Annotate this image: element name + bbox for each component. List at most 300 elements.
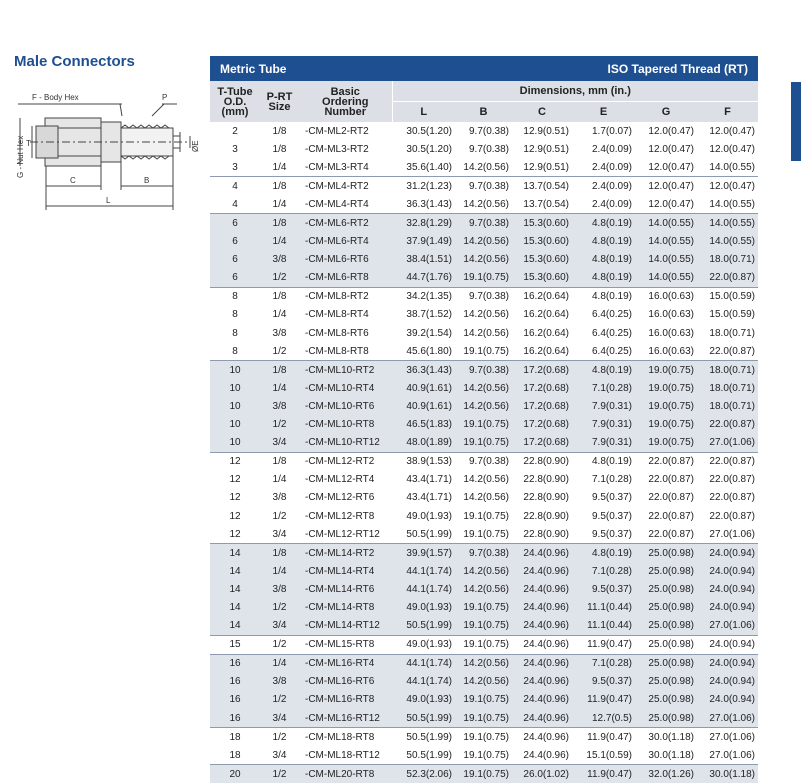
cell-f: 18.0(0.71) bbox=[697, 379, 758, 397]
cell-f: 24.0(0.94) bbox=[697, 691, 758, 709]
cell-ordering-number: -CM-ML20-RT8 bbox=[299, 765, 392, 783]
cell-e: 15.1(0.59) bbox=[586, 749, 633, 761]
cell-tube-od: 14 bbox=[210, 598, 260, 616]
cell-b: 9.7(0.38) bbox=[468, 143, 510, 155]
cell-ordering-number: -CM-ML12-RT12 bbox=[305, 528, 380, 540]
cell-f: 18.0(0.71) bbox=[697, 397, 758, 415]
cell-f: 24.0(0.94) bbox=[697, 598, 758, 616]
cell-tube-od: 10 bbox=[210, 397, 260, 415]
cell-ordering-number: -CM-ML8-RT8 bbox=[305, 345, 369, 357]
cell-l: 44.1(1.74) bbox=[392, 562, 455, 580]
table-row bbox=[210, 434, 758, 453]
cell-e: 6.4(0.25) bbox=[591, 327, 633, 339]
cell-l: 44.1(1.74) bbox=[392, 654, 455, 673]
cell-tube-od: 8 bbox=[232, 309, 238, 321]
cell-g: 19.0(0.75) bbox=[635, 397, 697, 415]
cell-g: 14.0(0.55) bbox=[635, 233, 697, 251]
table-row bbox=[210, 562, 758, 580]
cell-g: 22.0(0.87) bbox=[635, 452, 697, 471]
cell-prt-size: 3/8 bbox=[260, 397, 299, 415]
table-row bbox=[210, 728, 758, 747]
table-row bbox=[210, 598, 758, 616]
table-row bbox=[210, 140, 758, 158]
cell-f: 24.0(0.94) bbox=[697, 673, 758, 691]
cell-l: 44.1(1.74) bbox=[392, 580, 455, 598]
label-t: T bbox=[26, 139, 31, 148]
cell-c: 24.4(0.96) bbox=[512, 617, 572, 636]
cell-g: 30.0(1.18) bbox=[635, 728, 697, 747]
cell-tube-od: 12 bbox=[229, 510, 241, 522]
table-row bbox=[210, 507, 758, 525]
table-row bbox=[210, 673, 758, 691]
cell-l: 35.6(1.40) bbox=[406, 161, 453, 173]
cell-l: 44.7(1.76) bbox=[392, 269, 455, 288]
cell-e: 11.9(0.47) bbox=[572, 635, 635, 654]
cell-prt-size: 3/8 bbox=[260, 251, 299, 269]
cell-c: 22.8(0.90) bbox=[523, 510, 570, 522]
table-row bbox=[210, 195, 758, 214]
cell-l: 52.3(2.06) bbox=[392, 765, 455, 783]
cell-e: 7.1(0.28) bbox=[572, 654, 635, 673]
cell-b: 19.1(0.75) bbox=[463, 749, 510, 761]
cell-b: 14.2(0.56) bbox=[463, 198, 510, 210]
cell-tube-od: 14 bbox=[210, 544, 260, 563]
cell-tube-od: 2 bbox=[232, 125, 238, 137]
cell-b: 19.1(0.75) bbox=[455, 635, 512, 654]
cell-b: 9.7(0.38) bbox=[455, 544, 512, 563]
cell-g: 22.0(0.87) bbox=[648, 528, 695, 540]
cell-g: 25.0(0.98) bbox=[635, 654, 697, 673]
label-e: ØE bbox=[191, 140, 200, 152]
table-row bbox=[210, 617, 758, 636]
table-row bbox=[210, 452, 758, 471]
cell-l: 48.0(1.89) bbox=[392, 434, 455, 453]
cell-tube-od: 14 bbox=[210, 580, 260, 598]
cell-prt-size: 3/4 bbox=[260, 617, 299, 636]
table-row bbox=[210, 525, 758, 544]
cell-ordering-number: -CM-ML8-RT6 bbox=[305, 327, 369, 339]
cell-e: 4.8(0.19) bbox=[572, 452, 635, 471]
cell-prt-size: 1/4 bbox=[260, 562, 299, 580]
cell-e: 4.8(0.19) bbox=[572, 214, 635, 233]
cell-c: 15.3(0.60) bbox=[512, 269, 572, 288]
cell-l: 50.5(1.99) bbox=[406, 528, 453, 540]
cell-g: 12.0(0.47) bbox=[648, 198, 695, 210]
table-row bbox=[210, 177, 758, 196]
header-b: B bbox=[455, 102, 512, 123]
cell-e: 7.1(0.28) bbox=[572, 379, 635, 397]
cell-f: 22.0(0.87) bbox=[709, 474, 756, 486]
table-row bbox=[210, 709, 758, 728]
cell-ordering-number: -CM-ML10-RT2 bbox=[299, 361, 392, 380]
cell-b: 19.1(0.75) bbox=[463, 345, 510, 357]
cell-b: 14.2(0.56) bbox=[455, 580, 512, 598]
cell-f: 27.0(1.06) bbox=[697, 709, 758, 728]
table-row bbox=[210, 342, 758, 361]
cell-l: 40.9(1.61) bbox=[392, 397, 455, 415]
cell-prt-size: 3/4 bbox=[260, 434, 299, 453]
cell-c: 24.4(0.96) bbox=[512, 580, 572, 598]
cell-l: 36.3(1.43) bbox=[392, 361, 455, 380]
label-b: B bbox=[144, 176, 150, 185]
cell-tube-od: 4 bbox=[232, 198, 238, 210]
table-row bbox=[210, 654, 758, 673]
cell-b: 19.1(0.75) bbox=[455, 709, 512, 728]
section-tab bbox=[791, 82, 801, 161]
cell-tube-od: 16 bbox=[210, 654, 260, 673]
cell-e: 11.9(0.47) bbox=[572, 765, 635, 783]
cell-f: 24.0(0.94) bbox=[697, 562, 758, 580]
cell-e: 4.8(0.19) bbox=[572, 251, 635, 269]
cell-c: 24.4(0.96) bbox=[512, 544, 572, 563]
cell-c: 16.2(0.64) bbox=[523, 345, 570, 357]
cell-c: 24.4(0.96) bbox=[512, 673, 572, 691]
cell-f: 27.0(1.06) bbox=[697, 728, 758, 747]
cell-f: 22.0(0.87) bbox=[697, 269, 758, 288]
cell-prt-size: 1/2 bbox=[260, 269, 299, 288]
cell-l: 49.0(1.93) bbox=[392, 598, 455, 616]
cell-prt-size: 3/8 bbox=[260, 580, 299, 598]
cell-e: 7.9(0.31) bbox=[572, 416, 635, 434]
cell-l: 50.5(1.99) bbox=[392, 617, 455, 636]
cell-e: 6.4(0.25) bbox=[591, 345, 633, 357]
cell-ordering-number: -CM-ML18-RT12 bbox=[305, 749, 380, 761]
cell-g: 25.0(0.98) bbox=[635, 673, 697, 691]
cell-prt-size: 1/8 bbox=[260, 177, 299, 196]
cell-ordering-number: -CM-ML15-RT8 bbox=[299, 635, 392, 654]
table-row bbox=[210, 287, 758, 306]
cell-f: 14.0(0.55) bbox=[697, 233, 758, 251]
table-row bbox=[210, 269, 758, 288]
table-row bbox=[210, 214, 758, 233]
cell-tube-od: 16 bbox=[210, 709, 260, 728]
cell-ordering-number: -CM-ML10-RT6 bbox=[299, 397, 392, 415]
table-row bbox=[210, 471, 758, 489]
cell-ordering-number: -CM-ML4-RT2 bbox=[299, 177, 392, 196]
cell-c: 12.9(0.51) bbox=[523, 125, 570, 137]
cell-c: 13.7(0.54) bbox=[523, 198, 570, 210]
header-g: G bbox=[635, 102, 697, 123]
cell-ordering-number: -CM-ML6-RT6 bbox=[299, 251, 392, 269]
header-dimensions: Dimensions, mm (in.) bbox=[392, 81, 758, 102]
cell-e: 7.1(0.28) bbox=[572, 562, 635, 580]
cell-c: 17.2(0.68) bbox=[512, 379, 572, 397]
cell-tube-od: 15 bbox=[210, 635, 260, 654]
cell-prt-size: 3/8 bbox=[272, 492, 287, 504]
cell-e: 2.4(0.09) bbox=[572, 177, 635, 196]
cell-c: 24.4(0.96) bbox=[512, 691, 572, 709]
cell-f: 12.0(0.47) bbox=[697, 177, 758, 196]
table-row bbox=[210, 122, 758, 140]
cell-b: 14.2(0.56) bbox=[463, 327, 510, 339]
cell-e: 2.4(0.09) bbox=[591, 143, 633, 155]
cell-tube-od: 14 bbox=[210, 562, 260, 580]
cell-prt-size: 1/2 bbox=[260, 765, 299, 783]
cell-ordering-number: -CM-ML16-RT12 bbox=[299, 709, 392, 728]
cell-b: 14.2(0.56) bbox=[455, 397, 512, 415]
cell-g: 22.0(0.87) bbox=[648, 474, 695, 486]
cell-c: 17.2(0.68) bbox=[512, 416, 572, 434]
cell-b: 19.1(0.75) bbox=[463, 510, 510, 522]
cell-l: 50.5(1.99) bbox=[392, 709, 455, 728]
cell-ordering-number: -CM-ML3-RT2 bbox=[305, 143, 369, 155]
header-ordering-number: Basic Ordering Number bbox=[299, 81, 392, 122]
cell-tube-od: 3 bbox=[232, 143, 238, 155]
table-row bbox=[210, 158, 758, 177]
cell-l: 38.4(1.51) bbox=[392, 251, 455, 269]
table-row bbox=[210, 324, 758, 342]
cell-f: 18.0(0.71) bbox=[709, 327, 756, 339]
cell-f: 18.0(0.71) bbox=[697, 361, 758, 380]
table-row bbox=[210, 691, 758, 709]
cell-b: 14.2(0.56) bbox=[455, 654, 512, 673]
cell-e: 11.9(0.47) bbox=[572, 728, 635, 747]
cell-g: 16.0(0.63) bbox=[635, 287, 697, 306]
cell-tube-od: 10 bbox=[210, 361, 260, 380]
cell-g: 14.0(0.55) bbox=[635, 251, 697, 269]
cell-l: 49.0(1.93) bbox=[392, 691, 455, 709]
cell-l: 46.5(1.83) bbox=[392, 416, 455, 434]
cell-b: 14.2(0.56) bbox=[455, 673, 512, 691]
cell-b: 14.2(0.56) bbox=[463, 161, 510, 173]
cell-ordering-number: -CM-ML12-RT6 bbox=[305, 492, 375, 504]
cell-c: 24.4(0.96) bbox=[512, 728, 572, 747]
cell-ordering-number: -CM-ML2-RT2 bbox=[305, 125, 369, 137]
cell-b: 19.1(0.75) bbox=[455, 434, 512, 453]
cell-ordering-number: -CM-ML6-RT8 bbox=[299, 269, 392, 288]
cell-f: 22.0(0.87) bbox=[709, 345, 756, 357]
cell-prt-size: 1/2 bbox=[272, 345, 287, 357]
cell-g: 30.0(1.18) bbox=[648, 749, 695, 761]
cell-f: 12.0(0.47) bbox=[709, 125, 756, 137]
cell-e: 4.8(0.19) bbox=[572, 544, 635, 563]
cell-b: 19.1(0.75) bbox=[455, 765, 512, 783]
cell-e: 9.5(0.37) bbox=[572, 673, 635, 691]
cell-prt-size: 1/8 bbox=[260, 287, 299, 306]
cell-prt-size: 1/8 bbox=[272, 125, 287, 137]
cell-e: 6.4(0.25) bbox=[591, 309, 633, 321]
cell-l: 39.9(1.57) bbox=[392, 544, 455, 563]
cell-e: 9.5(0.37) bbox=[591, 510, 633, 522]
cell-f: 22.0(0.87) bbox=[709, 510, 756, 522]
cell-b: 14.2(0.56) bbox=[455, 562, 512, 580]
cell-tube-od: 8 bbox=[232, 345, 238, 357]
cell-g: 19.0(0.75) bbox=[635, 379, 697, 397]
cell-ordering-number: -CM-ML10-RT12 bbox=[299, 434, 392, 453]
page-title: Male Connectors bbox=[14, 53, 135, 70]
cell-b: 14.2(0.56) bbox=[463, 309, 510, 321]
cell-tube-od: 6 bbox=[210, 251, 260, 269]
cell-tube-od: 6 bbox=[210, 214, 260, 233]
cell-f: 27.0(1.06) bbox=[709, 528, 756, 540]
cell-c: 22.8(0.90) bbox=[523, 528, 570, 540]
cell-g: 12.0(0.47) bbox=[648, 143, 695, 155]
table-row bbox=[210, 397, 758, 415]
cell-ordering-number: -CM-ML10-RT8 bbox=[299, 416, 392, 434]
cell-g: 25.0(0.98) bbox=[635, 617, 697, 636]
header-c: C bbox=[512, 102, 572, 123]
cell-tube-od: 10 bbox=[210, 416, 260, 434]
cell-e: 4.8(0.19) bbox=[572, 269, 635, 288]
cell-c: 24.4(0.96) bbox=[512, 562, 572, 580]
cell-prt-size: 1/8 bbox=[272, 143, 287, 155]
table-row bbox=[210, 251, 758, 269]
cell-g: 14.0(0.55) bbox=[635, 214, 697, 233]
cell-tube-od: 12 bbox=[210, 452, 260, 471]
cell-c: 22.8(0.90) bbox=[523, 492, 570, 504]
cell-l: 31.2(1.23) bbox=[392, 177, 455, 196]
dimensions-table bbox=[210, 56, 758, 783]
cell-g: 22.0(0.87) bbox=[648, 510, 695, 522]
cell-c: 24.4(0.96) bbox=[512, 598, 572, 616]
cell-l: 37.9(1.49) bbox=[392, 233, 455, 251]
cell-prt-size: 1/4 bbox=[272, 474, 287, 486]
cell-c: 24.4(0.96) bbox=[512, 654, 572, 673]
cell-c: 24.4(0.96) bbox=[512, 709, 572, 728]
cell-b: 9.7(0.38) bbox=[455, 177, 512, 196]
cell-e: 7.1(0.28) bbox=[591, 474, 633, 486]
cell-e: 11.1(0.44) bbox=[572, 598, 635, 616]
cell-l: 38.9(1.53) bbox=[392, 452, 455, 471]
cell-ordering-number: -CM-ML18-RT8 bbox=[299, 728, 392, 747]
cell-c: 12.9(0.51) bbox=[523, 143, 570, 155]
cell-f: 14.0(0.55) bbox=[709, 198, 756, 210]
cell-c: 16.2(0.64) bbox=[523, 309, 570, 321]
cell-g: 25.0(0.98) bbox=[635, 544, 697, 563]
cell-c: 22.8(0.90) bbox=[512, 452, 572, 471]
table-row bbox=[210, 233, 758, 251]
cell-f: 18.0(0.71) bbox=[697, 251, 758, 269]
cell-c: 24.4(0.96) bbox=[512, 635, 572, 654]
cell-g: 14.0(0.55) bbox=[635, 269, 697, 288]
cell-e: 2.4(0.09) bbox=[591, 161, 633, 173]
cell-g: 16.0(0.63) bbox=[648, 345, 695, 357]
cell-ordering-number: -CM-ML14-RT6 bbox=[299, 580, 392, 598]
table-row bbox=[210, 544, 758, 563]
cell-prt-size: 3/4 bbox=[272, 528, 287, 540]
cell-g: 16.0(0.63) bbox=[648, 309, 695, 321]
cell-e: 4.8(0.19) bbox=[572, 287, 635, 306]
cell-l: 45.6(1.80) bbox=[406, 345, 453, 357]
cell-prt-size: 1/4 bbox=[272, 309, 287, 321]
cell-tube-od: 18 bbox=[229, 749, 241, 761]
cell-f: 24.0(0.94) bbox=[697, 654, 758, 673]
cell-b: 19.1(0.75) bbox=[455, 598, 512, 616]
cell-e: 1.7(0.07) bbox=[591, 125, 633, 137]
cell-tube-od: 12 bbox=[229, 474, 241, 486]
cell-f: 24.0(0.94) bbox=[697, 580, 758, 598]
cell-prt-size: 3/8 bbox=[260, 673, 299, 691]
cell-g: 19.0(0.75) bbox=[635, 434, 697, 453]
cell-f: 12.0(0.47) bbox=[709, 143, 756, 155]
cell-prt-size: 1/2 bbox=[260, 416, 299, 434]
cell-b: 9.7(0.38) bbox=[455, 361, 512, 380]
cell-c: 17.2(0.68) bbox=[512, 397, 572, 415]
cell-tube-od: 16 bbox=[210, 691, 260, 709]
cell-b: 19.1(0.75) bbox=[455, 728, 512, 747]
table-row bbox=[210, 416, 758, 434]
cell-prt-size: 1/8 bbox=[260, 452, 299, 471]
table-row bbox=[210, 361, 758, 380]
cell-g: 25.0(0.98) bbox=[635, 635, 697, 654]
cell-ordering-number: -CM-ML12-RT8 bbox=[305, 510, 375, 522]
cell-prt-size: 1/2 bbox=[272, 510, 287, 522]
cell-c: 15.3(0.60) bbox=[512, 233, 572, 251]
cell-prt-size: 1/4 bbox=[272, 161, 287, 173]
cell-ordering-number: -CM-ML14-RT2 bbox=[299, 544, 392, 563]
cell-l: 34.2(1.35) bbox=[392, 287, 455, 306]
cell-b: 9.7(0.38) bbox=[468, 125, 510, 137]
table-row bbox=[210, 765, 758, 783]
cell-g: 25.0(0.98) bbox=[635, 580, 697, 598]
cell-e: 9.5(0.37) bbox=[572, 580, 635, 598]
cell-b: 19.1(0.75) bbox=[463, 528, 510, 540]
cell-tube-od: 6 bbox=[210, 233, 260, 251]
cell-ordering-number: -CM-ML12-RT2 bbox=[299, 452, 392, 471]
cell-l: 43.4(1.71) bbox=[406, 492, 453, 504]
cell-f: 22.0(0.87) bbox=[709, 492, 756, 504]
cell-ordering-number: -CM-ML14-RT4 bbox=[299, 562, 392, 580]
table-row bbox=[210, 489, 758, 507]
cell-c: 15.3(0.60) bbox=[512, 251, 572, 269]
cell-c: 13.7(0.54) bbox=[512, 177, 572, 196]
cell-g: 19.0(0.75) bbox=[635, 416, 697, 434]
cell-b: 19.1(0.75) bbox=[455, 269, 512, 288]
cell-l: 39.2(1.54) bbox=[406, 327, 453, 339]
cell-e: 12.7(0.5) bbox=[572, 709, 635, 728]
cell-e: 9.5(0.37) bbox=[591, 528, 633, 540]
cell-tube-od: 10 bbox=[210, 379, 260, 397]
cell-tube-od: 12 bbox=[229, 492, 241, 504]
cell-c: 24.4(0.96) bbox=[523, 749, 570, 761]
cell-b: 19.1(0.75) bbox=[455, 416, 512, 434]
cell-e: 7.9(0.31) bbox=[572, 397, 635, 415]
cell-g: 25.0(0.98) bbox=[635, 709, 697, 728]
cell-c: 22.8(0.90) bbox=[523, 474, 570, 486]
cell-g: 22.0(0.87) bbox=[648, 492, 695, 504]
cell-g: 25.0(0.98) bbox=[635, 691, 697, 709]
cell-prt-size: 3/8 bbox=[272, 327, 287, 339]
cell-tube-od: 18 bbox=[210, 728, 260, 747]
header-tube-od: T-Tube O.D. (mm) bbox=[210, 81, 260, 122]
table-row bbox=[210, 306, 758, 324]
table-row bbox=[210, 580, 758, 598]
cell-c: 17.2(0.68) bbox=[512, 361, 572, 380]
cell-l: 49.0(1.93) bbox=[406, 510, 453, 522]
label-c: C bbox=[70, 176, 76, 185]
cell-f: 27.0(1.06) bbox=[697, 434, 758, 453]
cell-f: 14.0(0.55) bbox=[697, 214, 758, 233]
cell-b: 9.7(0.38) bbox=[455, 287, 512, 306]
cell-tube-od: 8 bbox=[232, 327, 238, 339]
cell-f: 24.0(0.94) bbox=[697, 544, 758, 563]
cell-prt-size: 1/4 bbox=[260, 654, 299, 673]
cell-ordering-number: -CM-ML4-RT4 bbox=[305, 198, 369, 210]
cell-ordering-number: -CM-ML8-RT2 bbox=[299, 287, 392, 306]
cell-prt-size: 1/4 bbox=[260, 379, 299, 397]
band-title-right: ISO Tapered Thread (RT) bbox=[455, 56, 758, 81]
cell-f: 24.0(0.94) bbox=[697, 635, 758, 654]
cell-b: 14.2(0.56) bbox=[455, 233, 512, 251]
cell-e: 9.5(0.37) bbox=[591, 492, 633, 504]
cell-f: 15.0(0.59) bbox=[709, 309, 756, 321]
cell-ordering-number: -CM-ML16-RT4 bbox=[299, 654, 392, 673]
cell-f: 27.0(1.06) bbox=[709, 749, 756, 761]
cell-e: 2.4(0.09) bbox=[591, 198, 633, 210]
cell-b: 9.7(0.38) bbox=[455, 452, 512, 471]
cell-b: 14.2(0.56) bbox=[463, 492, 510, 504]
cell-tube-od: 3 bbox=[232, 161, 238, 173]
